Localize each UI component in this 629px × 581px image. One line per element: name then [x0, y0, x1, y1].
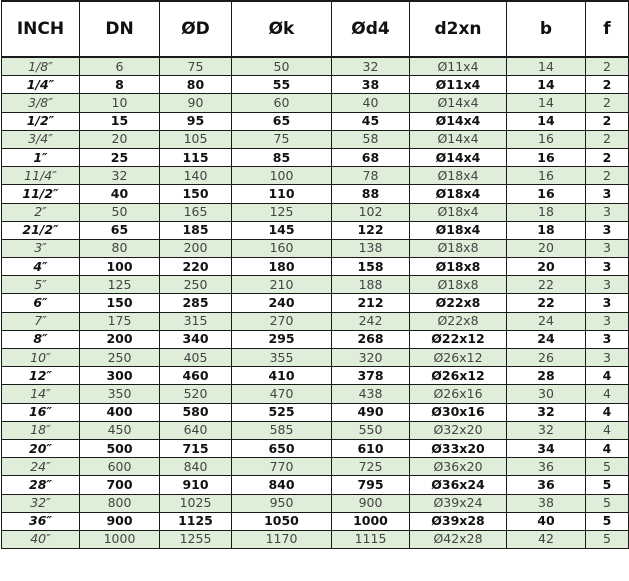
cell-outer-diameter: 580	[160, 403, 232, 421]
cell-bolt-circle: 110	[232, 185, 332, 203]
header-bolt-holes: d2xn	[410, 1, 507, 57]
table-row	[2, 258, 629, 276]
cell-bolt-circle: 525	[232, 403, 332, 421]
cell-outer-diameter: 1255	[160, 530, 232, 548]
cell-outer-diameter: 1125	[160, 512, 232, 530]
table-body	[2, 57, 629, 549]
cell-bolt-circle: 160	[232, 239, 332, 257]
cell-dn: 600	[80, 458, 160, 476]
cell-thickness: 18	[507, 221, 586, 239]
cell-raised-face: 102	[332, 203, 410, 221]
cell-bolt-holes: Ø14x4	[410, 130, 507, 148]
cell-bolt-holes: Ø18x4	[410, 185, 507, 203]
cell-thickness: 16	[507, 167, 586, 185]
cell-thickness: 42	[507, 530, 586, 548]
cell-bolt-circle: 355	[232, 349, 332, 367]
cell-thickness: 16	[507, 130, 586, 148]
cell-thickness: 14	[507, 57, 586, 76]
cell-bolt-circle: 410	[232, 367, 332, 385]
cell-dn: 100	[80, 258, 160, 276]
cell-face-height: 2	[586, 94, 629, 112]
cell-bolt-circle: 470	[232, 385, 332, 403]
cell-thickness: 14	[507, 76, 586, 94]
cell-outer-diameter: 405	[160, 349, 232, 367]
cell-outer-diameter: 185	[160, 221, 232, 239]
cell-face-height: 3	[586, 221, 629, 239]
cell-raised-face: 88	[332, 185, 410, 203]
cell-face-height: 2	[586, 167, 629, 185]
cell-bolt-holes: Ø26x12	[410, 367, 507, 385]
cell-thickness: 28	[507, 367, 586, 385]
cell-inch: 24″	[2, 458, 80, 476]
cell-dn: 200	[80, 330, 160, 348]
cell-inch: 5″	[2, 276, 80, 294]
cell-face-height: 4	[586, 367, 629, 385]
cell-thickness: 20	[507, 239, 586, 257]
cell-inch: 1″	[2, 148, 80, 166]
cell-raised-face: 242	[332, 312, 410, 330]
cell-face-height: 3	[586, 330, 629, 348]
cell-bolt-circle: 950	[232, 494, 332, 512]
cell-inch: 18″	[2, 421, 80, 439]
cell-bolt-holes: Ø18x8	[410, 258, 507, 276]
table-row	[2, 385, 629, 403]
cell-bolt-circle: 65	[232, 112, 332, 130]
cell-dn: 10	[80, 94, 160, 112]
flange-dimensions-table	[1, 0, 629, 549]
cell-outer-diameter: 910	[160, 476, 232, 494]
cell-face-height: 2	[586, 112, 629, 130]
cell-dn: 50	[80, 203, 160, 221]
cell-bolt-circle: 585	[232, 421, 332, 439]
cell-bolt-circle: 180	[232, 258, 332, 276]
cell-bolt-holes: Ø11x4	[410, 57, 507, 76]
cell-thickness: 20	[507, 258, 586, 276]
cell-bolt-circle: 55	[232, 76, 332, 94]
cell-dn: 700	[80, 476, 160, 494]
table-row	[2, 367, 629, 385]
cell-thickness: 26	[507, 349, 586, 367]
cell-face-height: 4	[586, 403, 629, 421]
cell-outer-diameter: 285	[160, 294, 232, 312]
table-row	[2, 421, 629, 439]
table-row	[2, 312, 629, 330]
cell-inch: 21/2″	[2, 221, 80, 239]
header-raised-face: Ød4	[332, 1, 410, 57]
cell-thickness: 24	[507, 312, 586, 330]
table-row	[2, 494, 629, 512]
cell-bolt-holes: Ø22x8	[410, 294, 507, 312]
cell-bolt-holes: Ø18x4	[410, 203, 507, 221]
table-row	[2, 221, 629, 239]
cell-face-height: 4	[586, 385, 629, 403]
cell-dn: 150	[80, 294, 160, 312]
cell-bolt-circle: 210	[232, 276, 332, 294]
table-row	[2, 476, 629, 494]
header-bolt-circle: Øk	[232, 1, 332, 57]
cell-thickness: 36	[507, 476, 586, 494]
cell-inch: 3″	[2, 239, 80, 257]
cell-raised-face: 438	[332, 385, 410, 403]
cell-bolt-circle: 125	[232, 203, 332, 221]
table-header	[2, 1, 629, 57]
cell-inch: 8″	[2, 330, 80, 348]
cell-raised-face: 138	[332, 239, 410, 257]
header-inch: INCH	[2, 1, 80, 57]
header-dn: DN	[80, 1, 160, 57]
cell-face-height: 3	[586, 203, 629, 221]
cell-face-height: 3	[586, 276, 629, 294]
cell-bolt-holes: Ø30x16	[410, 403, 507, 421]
cell-dn: 80	[80, 239, 160, 257]
cell-face-height: 2	[586, 148, 629, 166]
table-row	[2, 276, 629, 294]
header-face-height: f	[586, 1, 629, 57]
cell-inch: 3/8″	[2, 94, 80, 112]
cell-bolt-holes: Ø32x20	[410, 421, 507, 439]
cell-outer-diameter: 460	[160, 367, 232, 385]
cell-bolt-circle: 50	[232, 57, 332, 76]
cell-outer-diameter: 80	[160, 76, 232, 94]
cell-bolt-circle: 240	[232, 294, 332, 312]
cell-bolt-circle: 650	[232, 439, 332, 457]
cell-thickness: 18	[507, 203, 586, 221]
table-row	[2, 167, 629, 185]
cell-outer-diameter: 140	[160, 167, 232, 185]
cell-bolt-circle: 1170	[232, 530, 332, 548]
cell-raised-face: 38	[332, 76, 410, 94]
cell-inch: 10″	[2, 349, 80, 367]
cell-dn: 20	[80, 130, 160, 148]
cell-bolt-holes: Ø11x4	[410, 76, 507, 94]
cell-bolt-holes: Ø18x8	[410, 276, 507, 294]
cell-dn: 800	[80, 494, 160, 512]
table-row	[2, 112, 629, 130]
cell-thickness: 14	[507, 112, 586, 130]
cell-dn: 350	[80, 385, 160, 403]
cell-bolt-holes: Ø26x16	[410, 385, 507, 403]
cell-bolt-holes: Ø14x4	[410, 112, 507, 130]
cell-raised-face: 40	[332, 94, 410, 112]
cell-dn: 450	[80, 421, 160, 439]
cell-bolt-holes: Ø14x4	[410, 148, 507, 166]
cell-outer-diameter: 715	[160, 439, 232, 457]
cell-bolt-circle: 85	[232, 148, 332, 166]
table-row	[2, 403, 629, 421]
table-row	[2, 294, 629, 312]
cell-bolt-holes: Ø42x28	[410, 530, 507, 548]
cell-thickness: 34	[507, 439, 586, 457]
cell-outer-diameter: 840	[160, 458, 232, 476]
cell-face-height: 4	[586, 421, 629, 439]
cell-thickness: 32	[507, 421, 586, 439]
cell-bolt-holes: Ø18x4	[410, 221, 507, 239]
cell-bolt-circle: 100	[232, 167, 332, 185]
cell-bolt-holes: Ø36x24	[410, 476, 507, 494]
table-row	[2, 148, 629, 166]
cell-raised-face: 122	[332, 221, 410, 239]
cell-dn: 65	[80, 221, 160, 239]
cell-thickness: 36	[507, 458, 586, 476]
cell-inch: 1/8″	[2, 57, 80, 76]
cell-raised-face: 158	[332, 258, 410, 276]
cell-thickness: 22	[507, 276, 586, 294]
cell-bolt-holes: Ø18x4	[410, 167, 507, 185]
cell-raised-face: 550	[332, 421, 410, 439]
cell-inch: 40″	[2, 530, 80, 548]
cell-raised-face: 188	[332, 276, 410, 294]
cell-dn: 900	[80, 512, 160, 530]
cell-dn: 15	[80, 112, 160, 130]
cell-raised-face: 795	[332, 476, 410, 494]
cell-outer-diameter: 220	[160, 258, 232, 276]
cell-face-height: 5	[586, 476, 629, 494]
table-row	[2, 458, 629, 476]
cell-bolt-holes: Ø18x8	[410, 239, 507, 257]
cell-thickness: 32	[507, 403, 586, 421]
cell-dn: 8	[80, 76, 160, 94]
table-row	[2, 512, 629, 530]
cell-bolt-circle: 145	[232, 221, 332, 239]
cell-raised-face: 268	[332, 330, 410, 348]
cell-outer-diameter: 95	[160, 112, 232, 130]
table-row	[2, 57, 629, 76]
cell-dn: 500	[80, 439, 160, 457]
cell-raised-face: 378	[332, 367, 410, 385]
cell-thickness: 40	[507, 512, 586, 530]
cell-inch: 4″	[2, 258, 80, 276]
cell-bolt-circle: 270	[232, 312, 332, 330]
cell-thickness: 30	[507, 385, 586, 403]
cell-inch: 36″	[2, 512, 80, 530]
cell-face-height: 2	[586, 76, 629, 94]
cell-thickness: 14	[507, 94, 586, 112]
cell-bolt-holes: Ø33x20	[410, 439, 507, 457]
table-row	[2, 76, 629, 94]
cell-inch: 6″	[2, 294, 80, 312]
cell-bolt-holes: Ø22x8	[410, 312, 507, 330]
cell-bolt-holes: Ø14x4	[410, 94, 507, 112]
cell-raised-face: 1000	[332, 512, 410, 530]
cell-face-height: 5	[586, 530, 629, 548]
table-row	[2, 330, 629, 348]
cell-face-height: 5	[586, 494, 629, 512]
cell-raised-face: 900	[332, 494, 410, 512]
table-row	[2, 94, 629, 112]
cell-face-height: 3	[586, 312, 629, 330]
cell-bolt-circle: 1050	[232, 512, 332, 530]
header-outer-diameter: ØD	[160, 1, 232, 57]
cell-raised-face: 320	[332, 349, 410, 367]
cell-bolt-holes: Ø26x12	[410, 349, 507, 367]
cell-outer-diameter: 250	[160, 276, 232, 294]
cell-outer-diameter: 520	[160, 385, 232, 403]
cell-inch: 11/2″	[2, 185, 80, 203]
cell-inch: 12″	[2, 367, 80, 385]
cell-raised-face: 610	[332, 439, 410, 457]
cell-raised-face: 212	[332, 294, 410, 312]
header-row	[2, 1, 629, 57]
cell-outer-diameter: 200	[160, 239, 232, 257]
cell-dn: 400	[80, 403, 160, 421]
cell-face-height: 5	[586, 458, 629, 476]
cell-bolt-holes: Ø39x28	[410, 512, 507, 530]
cell-raised-face: 725	[332, 458, 410, 476]
cell-inch: 1/4″	[2, 76, 80, 94]
table-row	[2, 130, 629, 148]
cell-outer-diameter: 640	[160, 421, 232, 439]
cell-dn: 40	[80, 185, 160, 203]
cell-outer-diameter: 165	[160, 203, 232, 221]
cell-inch: 16″	[2, 403, 80, 421]
cell-dn: 6	[80, 57, 160, 76]
cell-bolt-circle: 60	[232, 94, 332, 112]
cell-outer-diameter: 1025	[160, 494, 232, 512]
cell-inch: 20″	[2, 439, 80, 457]
cell-bolt-circle: 770	[232, 458, 332, 476]
cell-face-height: 3	[586, 349, 629, 367]
cell-thickness: 38	[507, 494, 586, 512]
cell-outer-diameter: 150	[160, 185, 232, 203]
table-row	[2, 349, 629, 367]
cell-inch: 28″	[2, 476, 80, 494]
cell-raised-face: 32	[332, 57, 410, 76]
cell-face-height: 5	[586, 512, 629, 530]
table-row	[2, 239, 629, 257]
cell-face-height: 3	[586, 239, 629, 257]
cell-outer-diameter: 75	[160, 57, 232, 76]
cell-raised-face: 1115	[332, 530, 410, 548]
cell-inch: 1/2″	[2, 112, 80, 130]
cell-face-height: 2	[586, 57, 629, 76]
table-row	[2, 203, 629, 221]
table-row	[2, 185, 629, 203]
cell-inch: 32″	[2, 494, 80, 512]
cell-face-height: 3	[586, 294, 629, 312]
cell-inch: 2″	[2, 203, 80, 221]
cell-bolt-holes: Ø22x12	[410, 330, 507, 348]
header-thickness: b	[507, 1, 586, 57]
cell-bolt-circle: 840	[232, 476, 332, 494]
cell-outer-diameter: 90	[160, 94, 232, 112]
cell-face-height: 2	[586, 130, 629, 148]
cell-dn: 175	[80, 312, 160, 330]
cell-dn: 300	[80, 367, 160, 385]
table-row	[2, 530, 629, 548]
table-row	[2, 439, 629, 457]
cell-raised-face: 58	[332, 130, 410, 148]
cell-dn: 32	[80, 167, 160, 185]
cell-bolt-holes: Ø39x24	[410, 494, 507, 512]
cell-dn: 250	[80, 349, 160, 367]
cell-bolt-circle: 295	[232, 330, 332, 348]
cell-raised-face: 68	[332, 148, 410, 166]
cell-outer-diameter: 340	[160, 330, 232, 348]
cell-inch: 14″	[2, 385, 80, 403]
cell-thickness: 22	[507, 294, 586, 312]
cell-dn: 25	[80, 148, 160, 166]
cell-dn: 125	[80, 276, 160, 294]
cell-inch: 7″	[2, 312, 80, 330]
cell-thickness: 24	[507, 330, 586, 348]
cell-dn: 1000	[80, 530, 160, 548]
cell-face-height: 3	[586, 258, 629, 276]
cell-outer-diameter: 315	[160, 312, 232, 330]
cell-thickness: 16	[507, 185, 586, 203]
cell-inch: 3/4″	[2, 130, 80, 148]
cell-raised-face: 45	[332, 112, 410, 130]
cell-bolt-holes: Ø36x20	[410, 458, 507, 476]
cell-outer-diameter: 115	[160, 148, 232, 166]
cell-raised-face: 78	[332, 167, 410, 185]
cell-face-height: 3	[586, 185, 629, 203]
cell-face-height: 4	[586, 439, 629, 457]
cell-outer-diameter: 105	[160, 130, 232, 148]
cell-thickness: 16	[507, 148, 586, 166]
cell-raised-face: 490	[332, 403, 410, 421]
cell-inch: 11/4″	[2, 167, 80, 185]
cell-bolt-circle: 75	[232, 130, 332, 148]
